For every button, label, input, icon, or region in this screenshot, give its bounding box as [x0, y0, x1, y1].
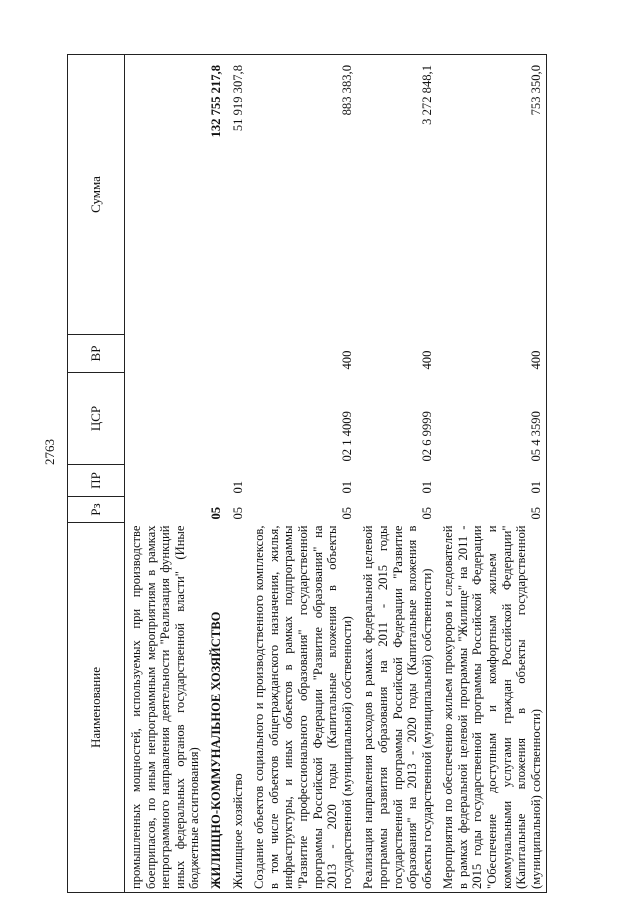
row-name: ЖИЛИЩНО-КОММУНАЛЬНОЕ ХОЗЯЙСТВО [205, 523, 227, 893]
row-csr: 02 6 9999 [419, 411, 434, 462]
row-pr: 01 [419, 480, 434, 494]
row-csr: 02 1 4009 [339, 411, 354, 462]
header-name: Наименование [68, 523, 125, 893]
table-header-row [68, 55, 125, 893]
row-sum: 3 272 848,1 [357, 55, 437, 335]
table-row [205, 55, 227, 893]
rotated-page [67, 55, 611, 893]
row-vr: 400 [419, 350, 434, 370]
table-row [437, 55, 547, 893]
table-row [125, 55, 205, 893]
row-name: Создание объектов социального и производственного комплексов, в том числе объектов общегражданского назначения, жилья, инфраструктуры, и иных объектов в рамках подпрограммы "Развитие профессионального образования" государственной программы Российской Федерации "Развитие образования" на 2013 - 2020 годы (Капитальные вложения в объекты государственной (муниципальной) собственности) [248, 523, 357, 893]
table-row [227, 55, 249, 893]
header-pr: ПР [68, 465, 125, 497]
row-name: Мероприятия по обеспечению жильем прокуроров и следователей в рамках федеральной целевой программы "Жилище" на 2011 - 2015 годы государственной программы Российской Федерации "Обеспечение доступным и комфортным жильем и коммунальными услугами граждан Российской Федерации" (Капитальные вложения в объекты государственной (муниципальной) собственности) [437, 523, 547, 893]
row-name: Жилищное хозяйство [227, 523, 249, 893]
table-row [357, 55, 437, 893]
header-sum: Сумма [68, 55, 125, 335]
row-vr [125, 335, 205, 373]
page-number-text: 2763 [42, 439, 57, 465]
row-rz: 05 [208, 506, 223, 520]
row-rz: 05 [339, 506, 354, 520]
header-rz: Рз [68, 497, 125, 523]
row-name: Реализация направления расходов в рамках федеральной целевой программы развития образования на 2011 - 2015 годы государственной программы Российской Федерации "Развитие образования" на 2013 - 2020 годы (Капитальные вложения в объекты государственной (муниципальной) собственности) [357, 523, 437, 893]
row-vr: 400 [339, 350, 354, 370]
row-rz [125, 497, 205, 523]
budget-table [67, 54, 547, 893]
row-csr [205, 373, 227, 465]
row-rz: 05 [419, 506, 434, 520]
row-pr [125, 465, 205, 497]
row-vr [205, 335, 227, 373]
row-csr [227, 373, 249, 465]
header-vr: ВР [68, 335, 125, 373]
row-sum [125, 55, 205, 335]
row-sum: 132 755 217,8 [205, 55, 227, 335]
row-sum: 883 383,0 [248, 55, 357, 335]
row-pr: 01 [230, 480, 245, 494]
row-vr [227, 335, 249, 373]
budget-sheet [67, 55, 611, 893]
row-sum: 753 350,0 [437, 55, 547, 335]
row-pr: 01 [437, 465, 547, 497]
row-rz: 05 [230, 506, 245, 520]
page-number [40, 424, 60, 480]
row-name: промышленных мощностей, используемых при производстве боеприпасов, по иным непрограммным мероприятиям в рамках непрограммного направления деятельности "Реализация функций иных федеральных органов государственной власти" (Иные бюджетные ассигнования) [125, 523, 205, 893]
row-rz: 05 [437, 497, 547, 523]
table-row [248, 55, 357, 893]
row-csr: 05 4 3590 [437, 373, 547, 465]
row-pr [205, 465, 227, 497]
header-csr: ЦСР [68, 373, 125, 465]
row-pr: 01 [339, 480, 354, 494]
row-csr [125, 373, 205, 465]
row-sum: 51 919 307,8 [227, 55, 249, 335]
row-vr: 400 [437, 335, 547, 373]
